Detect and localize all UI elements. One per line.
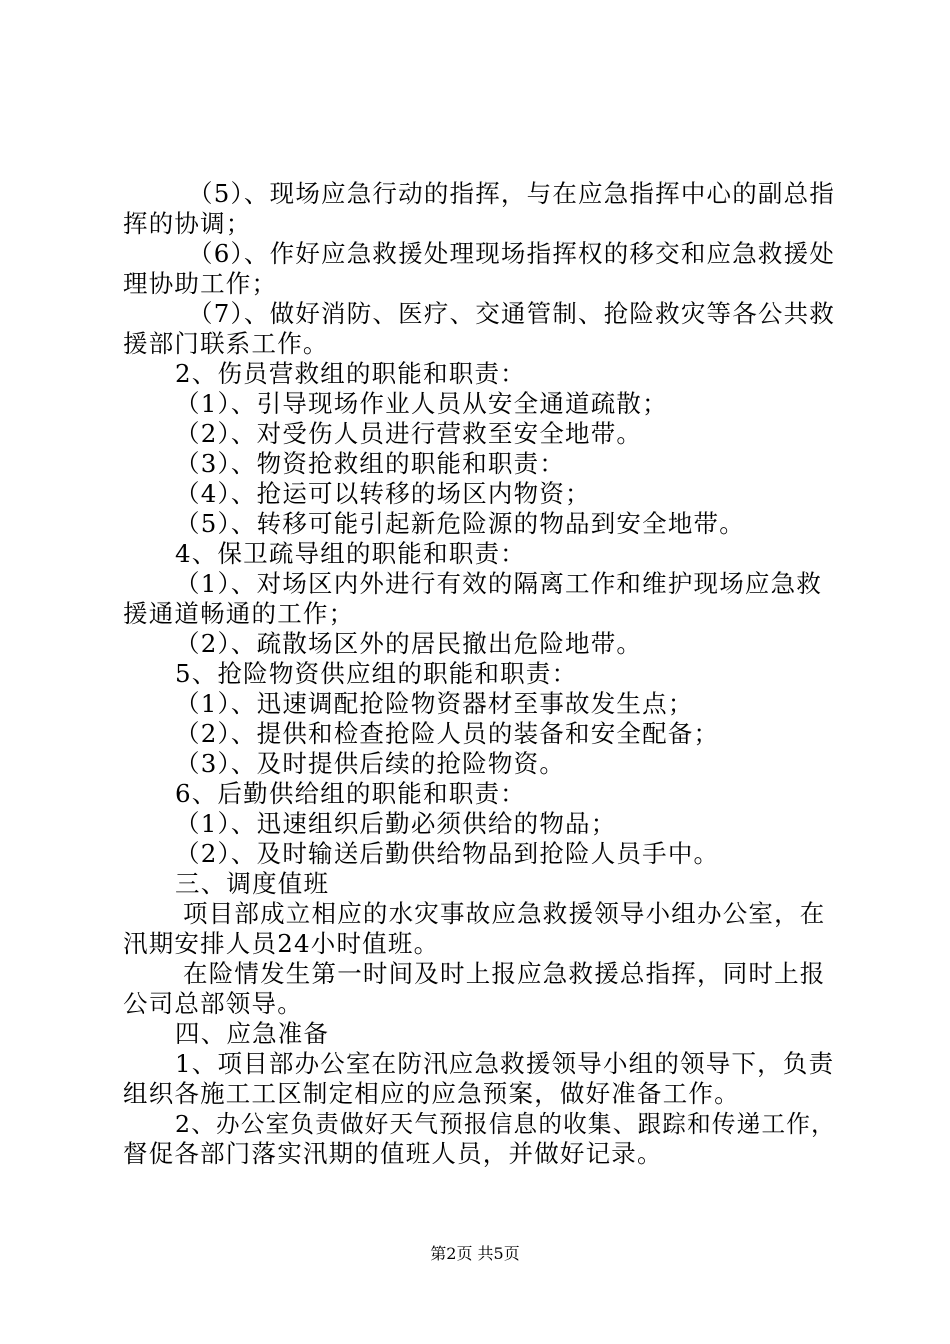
text-line: 挥的协调； — [123, 209, 252, 238]
text-line: （2）、提供和检查抢险人员的装备和安全配备； — [175, 719, 720, 748]
text-line: （3）、及时提供后续的抢险物资。 — [175, 749, 566, 778]
text-line: （1）、对场区内外进行有效的隔离工作和维护现场应急救 — [175, 569, 823, 598]
text-line: 援通道畅通的工作； — [123, 599, 355, 628]
text-line: （2）、疏散场区外的居民撤出危险地带。 — [175, 629, 643, 658]
text-line: 1、项目部办公室在防汛应急救援领导小组的领导下，负责 — [175, 1049, 835, 1078]
text-line: 公司总部领导。 — [123, 989, 303, 1018]
text-line: 2、办公室负责做好天气预报信息的收集、跟踪和传递工作， — [175, 1110, 836, 1138]
section-heading: 2、伤员营救组的职能和职责： — [175, 359, 526, 388]
text-line: （2）、及时输送后勤供给物品到抢险人员手中。 — [175, 839, 720, 868]
text-line: （4）、抢运可以转移的场区内物资； — [175, 479, 591, 508]
text-line: 援部门联系工作。 — [123, 329, 329, 358]
text-line: （1）、迅速调配抢险物资器材至事故发生点； — [175, 689, 694, 718]
text-line: 理协助工作； — [123, 269, 278, 298]
text-line: 项目部成立相应的水灾事故应急救援领导小组办公室，在 — [183, 899, 826, 928]
page-number-footer: 第2页 共5页 — [430, 1244, 520, 1263]
section-heading: 4、保卫疏导组的职能和职责： — [175, 539, 526, 568]
text-line: 汛期安排人员24小时值班。 — [123, 929, 440, 958]
text-line: （5）、转移可能引起新危险源的物品到安全地带。 — [175, 509, 745, 538]
text-line: （1）、引导现场作业人员从安全通道疏散； — [175, 389, 668, 418]
text-line: （2）、对受伤人员进行营救至安全地带。 — [175, 419, 643, 448]
text-line: 组织各施工工区制定相应的应急预案，做好准备工作。 — [123, 1079, 740, 1108]
text-line: （6）、作好应急救援处理现场指挥权的移交和应急救援处 — [188, 239, 836, 268]
section-heading: 6、后勤供给组的职能和职责： — [175, 779, 526, 808]
text-line: 在险情发生第一时间及时上报应急救援总指挥，同时上报 — [183, 959, 826, 988]
text-line: （1）、迅速组织后勤必须供给的物品； — [175, 809, 617, 838]
text-line: （7）、做好消防、医疗、交通管制、抢险救灾等各公共救 — [188, 299, 836, 328]
section-heading: 三、调度值班 — [175, 869, 330, 898]
section-heading: 四、应急准备 — [175, 1019, 330, 1048]
text-line: （3）、物资抢救组的职能和职责： — [175, 449, 566, 478]
text-line: （5）、现场应急行动的指挥，与在应急指挥中心的副总指 — [188, 179, 836, 208]
section-heading: 5、抢险物资供应组的职能和职责： — [175, 659, 578, 688]
text-line: 督促各部门落实汛期的值班人员，并做好记录。 — [123, 1139, 663, 1168]
